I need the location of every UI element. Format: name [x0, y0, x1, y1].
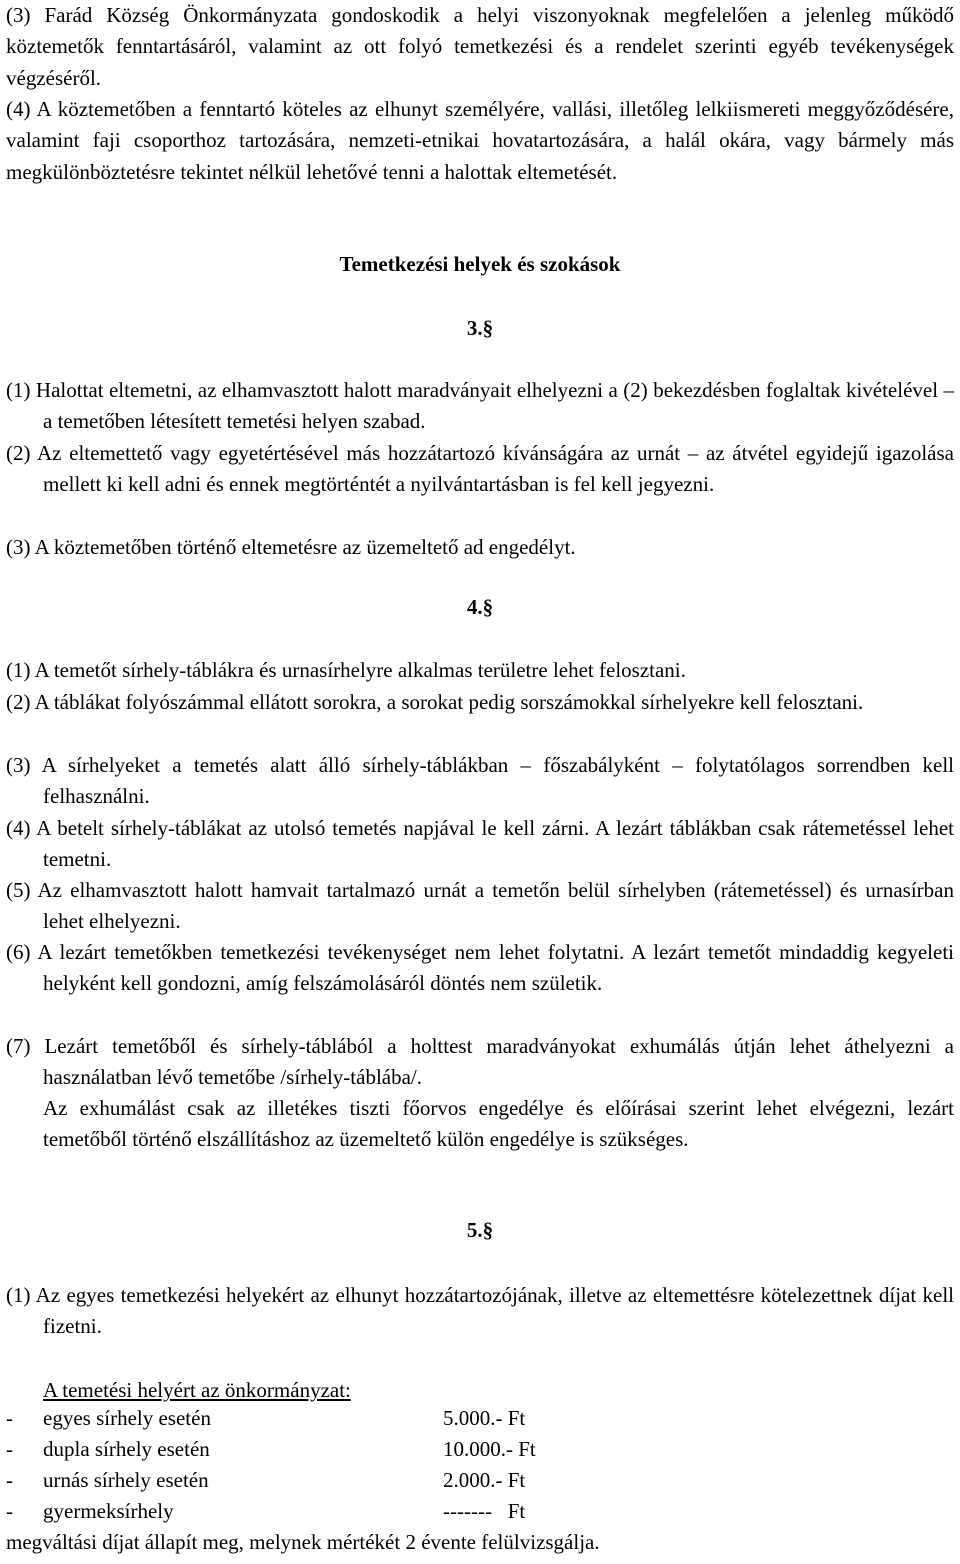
s4-paragraph-3: (3) A sírhelyeket a temetés alatt álló sírhely-táblákban – főszabályként – folytatólagos sorrendben kell felhasználni.	[6, 753, 954, 809]
fee-amount: 10.000.- Ft	[443, 1437, 536, 1461]
s3-paragraph-1: (1) Halottat eltemetni, az elhamvasztott halott maradványait elhelyezni a (2) bekezdésben foglaltak kivételével – a temetőben létesített temetési helyen szabad.	[6, 378, 954, 434]
fees-closing-text: megváltási díjat állapít meg, melynek mértékét 2 évente felülvizsgálja.	[6, 1530, 600, 1554]
fee-label: gyermeksírhely	[43, 1499, 174, 1523]
s4-paragraph-2: (2) A táblákat folyószámmal ellátott sorokra, a sorokat pedig sorszámokkal sírhelyekre kell felosztani.	[6, 690, 864, 714]
fee-dash: -	[6, 1437, 13, 1461]
section-number-4: 4.§	[466, 595, 494, 619]
s4-paragraph-4: (4) A betelt sírhely-táblákat az utolsó temetés napjával le kell zárni. A lezárt táblákban csak rátemetéssel lehet temetni.	[6, 816, 954, 872]
section-title: Temetkezési helyek és szokások	[339, 252, 621, 276]
fee-row	[6, 1499, 954, 1530]
s5-paragraph-1: (1) Az egyes temetkezési helyekért az elhunyt hozzátartozójának, illetve az eltemettésre kötelezettnek díjat kell fizetni.	[6, 1283, 954, 1339]
fee-amount: ------- Ft	[443, 1499, 526, 1523]
s4-paragraph-1: (1) A temetőt sírhely-táblákra és urnasírhelyre alkalmas területre lehet felosztani.	[6, 658, 686, 682]
s4-paragraph-7: (7) Lezárt temetőből és sírhely-táblából a holttest maradványokat exhumálás útján lehet áthelyezni a használatban lévő temetőbe /sírhely-táblába/.	[6, 1034, 954, 1090]
section-number-5: 5.§	[466, 1218, 494, 1242]
s3-paragraph-2: (2) Az eltemettető vagy egyetértésével más hozzátartozó kívánságára az urnát – az átvétel egyidejű igazolása mellett ki kell adni és ennek megtörténtét a nyilvántartásban is fel kell jegyezni.	[6, 441, 954, 497]
fee-amount: 5.000.- Ft	[443, 1406, 526, 1430]
s4-paragraph-6: (6) A lezárt temetőkben temetkezési tevékenységet nem lehet folytatni. A lezárt temetőt mindaddig kegyeleti helyként kell gondozni, amíg felszámolásáról döntés nem születik.	[6, 940, 954, 996]
fees-title: A temetési helyért az önkormányzat:	[43, 1378, 351, 1402]
fee-row	[6, 1437, 954, 1468]
fee-label: egyes sírhely esetén	[43, 1406, 211, 1430]
s4-paragraph-7-continuation: Az exhumálást csak az illetékes tiszti főorvos engedélye és előírásai szerint lehet elvégezni, lezárt temetőből történő elszállításhoz az üzemeltető külön engedélye is szükséges.	[43, 1096, 954, 1152]
s4-paragraph-5: (5) Az elhamvasztott halott hamvait tartalmazó urnát a temetőn belül sírhelyben (rátemetéssel) és urnasírban lehet elhelyezni.	[6, 878, 954, 934]
fee-dash: -	[6, 1468, 13, 1492]
fee-row	[6, 1468, 954, 1499]
paragraph-3: (3) Farád Község Önkormányzata gondoskodik a helyi viszonyoknak megfelelően a jelenleg működő köztemetők fenntartásáról, valamint az ott folyó temetkezési és a rendelet szerinti egyéb tevékenységek végzéséről.	[6, 3, 954, 90]
fee-dash: -	[6, 1499, 13, 1523]
section-number-3: 3.§	[466, 316, 494, 340]
fee-amount: 2.000.- Ft	[443, 1468, 526, 1492]
fee-label: urnás sírhely esetén	[43, 1468, 209, 1492]
fee-dash: -	[6, 1406, 13, 1430]
paragraph-4: (4) A köztemetőben a fenntartó köteles az elhunyt személyére, vallási, illetőleg lelkiismereti meggyőződésére, valamint faji csoporthoz tartozására, nemzeti-etnikai hovatartozására, a halál okára, vagy bármely más megkülönböztetésre tekintet nélkül lehetővé tenni a halottak eltemetését.	[6, 97, 954, 184]
fee-row	[6, 1406, 954, 1437]
s3-paragraph-3: (3) A köztemetőben történő eltemetésre az üzemeltető ad engedélyt.	[6, 535, 576, 559]
fee-label: dupla sírhely esetén	[43, 1437, 210, 1461]
